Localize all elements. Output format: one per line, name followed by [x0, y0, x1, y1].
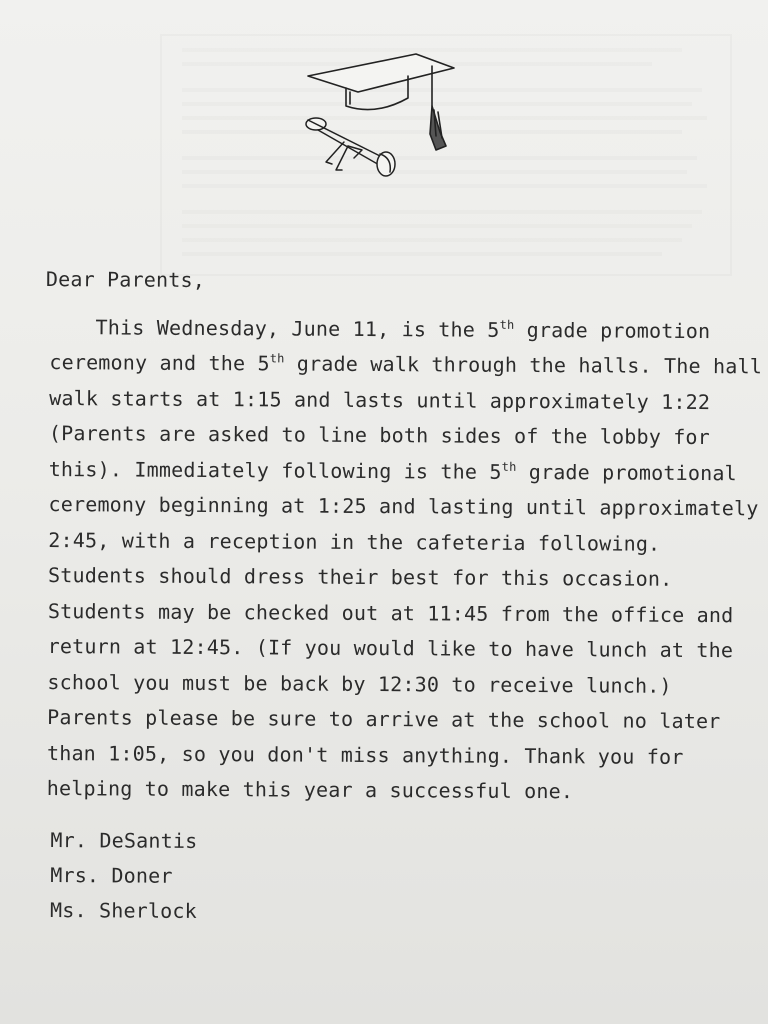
letter-paragraph: [43, 309, 763, 810]
letter-line: Students may be checked out at 11:45 from the office and: [47, 598, 734, 627]
salutation: Dear Parents,: [45, 266, 206, 292]
letter-line: helping to make this year a successful one.: [46, 776, 574, 804]
signature-block: [42, 822, 753, 931]
letter-body: [42, 262, 763, 932]
signature-name: Ms. Sherlock: [49, 897, 198, 923]
letter-line: school you must be back by 12:30 to receive lunch.): [47, 669, 672, 698]
letter-line: 2:45, with a reception in the cafeteria following.: [48, 527, 661, 556]
letter-line: Parents please be sure to arrive at the school no later: [47, 705, 721, 734]
diploma-scroll-icon: [306, 118, 395, 176]
letter-line: than 1:05, so you don't miss anything. Thank you for: [46, 740, 684, 769]
letter-line: This Wednesday, June 11, is the 5th grade promotion: [95, 314, 711, 343]
letter-line: (Parents are asked to line both sides of the lobby for: [48, 421, 711, 450]
letter-line: Students should dress their best for this occasion.: [48, 563, 673, 591]
graduation-illustration: [296, 46, 466, 186]
letter-line: this). Immediately following is the 5th grade promotional: [48, 456, 737, 485]
signature-name: Mrs. Doner: [50, 862, 173, 888]
letter-line: walk starts at 1:15 and lasts until approximately 1:22: [49, 385, 711, 414]
signature-name: Mr. DeSantis: [50, 827, 198, 853]
letter-line: ceremony beginning at 1:25 and lasting until approximately: [48, 492, 759, 521]
letter-line: ceremony and the 5th grade walk through the halls. The hall: [49, 350, 763, 379]
graduation-cap-icon: [308, 54, 454, 150]
letter-line: return at 12:45. (If you would like to have lunch at the: [47, 634, 734, 663]
